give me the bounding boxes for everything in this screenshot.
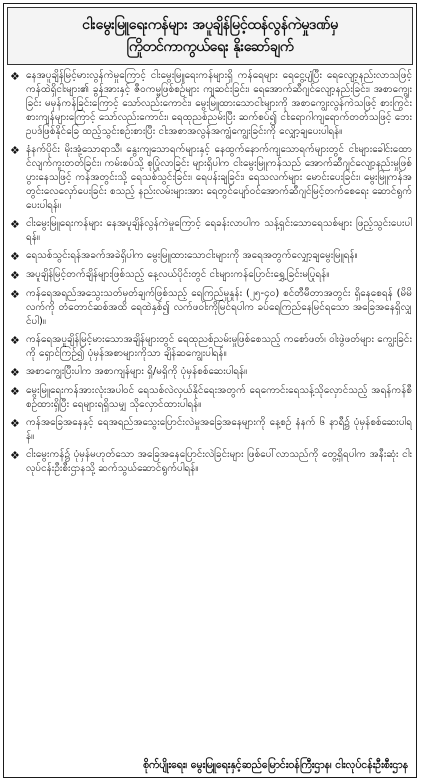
item-text: ငါးမွေးမြူရေးကန်များ နေအပူချိန်လွန်ကဲမှုကြောင့် ရေခန်းလာပါက သန့်ရှင်းသောရေသစ်များ ဖြည့်သွင်းပေးပါရန်။ [26, 218, 412, 243]
diamond-bullet-icon: ❖ [10, 144, 20, 157]
diamond-bullet-icon: ❖ [10, 70, 20, 83]
item-text: ကန်အခြေအနေနှင့် ရေအရည်အသွေးပြောင်းလဲမှုအခြေအနေများကို နေ့စဉ် နံနက် ၆ နာရီ၌ ပုံမှန်စစ်ဆေးပါရန်။ [26, 417, 412, 442]
list-item [10, 249, 412, 264]
diamond-bullet-icon: ❖ [10, 218, 20, 231]
list-item [10, 143, 412, 213]
item-text: ရေသစ်သွင်းရန်အခက်အခဲရှိပါက မွေးမြူထားသောငါးများကို အရေအတွက်လျှော့ချမွေးမြူရန်။ [26, 250, 358, 261]
header-title-line-1: ငါးမွေးမြူရေးကန်များ အပူချိန်မြင့်ထန်လွန်ကဲမှုဒဏ်မှ [82, 17, 338, 33]
diamond-bullet-icon: ❖ [10, 334, 20, 347]
item-text: နေအပူချိန်မြင့်မားလွန်ကဲမှုကြောင့် ငါးမွေးမြူရေးကန်များရှိ ကန်ရေများ ရေငွေ့ပျံပြီး ရေလျော့နည်းလာသဖြင့် ကန်ထဲရှိငါးများ၏ ခွန်အားနှင့် ဇီဝကမ္မဖြစ်စဉ်များ ကျဆင်းခြင်း၊ ရေအောက်ဆီဂျင်လျော့နည်းခြင်း၊ အစာကျွေးခြင်း မမှန်ကန်ခြင်းကြောင့် သော်လည်းကောင်း၊ မွေးမြူထားသောငါးများကို အစာကျွေးလွန်ကဲသဖြင့် စားကြွင်းစားကျန်များကြောင့် သော်လည်းကောင်း၊ ရေထုညစ်ညမ်းပြီး ဆက်စပ်၍ ငါးရောဂါကျရောက်တတ်သဖြင့် ဘေးဥပဒ်ဖြစ်နိုင်ခြေ ထည့်သွင်းစဉ်းစားပြီး ငါးအစာအလွန်အကျွံကျွေးခြင်းကို လျှော့ချပေးပါရန်။ [26, 70, 412, 137]
notice-header [7, 7, 413, 65]
diamond-bullet-icon: ❖ [10, 366, 20, 379]
list-item [10, 333, 412, 361]
item-text: အစာကျွေးပြီးပါက အစာကျန်များ ရှိ/မရှိကို ပုံမှန်စစ်ဆေးပါရန်။ [26, 366, 248, 377]
item-text: ငါးမွေးကန်၌ ပုံမှန်မဟုတ်သော အခြေအနေပြောင်းလဲခြင်းများ ဖြစ်ပေါ်လာသည်ကို တွေ့ရှိရပါက အနီးဆုံး ငါးလုပ်ငန်းဦးစီးဌာနသို့ ဆက်သွယ်ဆောင်ရွက်ပါရန်။ [26, 449, 412, 474]
list-item [10, 217, 412, 245]
diamond-bullet-icon: ❖ [10, 288, 20, 301]
diamond-bullet-icon: ❖ [10, 417, 20, 430]
diamond-bullet-icon: ❖ [10, 250, 20, 263]
item-text: ကန်ရေအပူချိန်မြင့်မားသောအချိန်များတွင် ရေထုညစ်ညမ်းမှုဖြစ်စေသည့် ကစော်ဖတ်၊ ဝါးဖွဲဖတ်များ ကျွေးခြင်းကို ရှောင်ကြဉ်၍ ပုံမှန်အစာများကိုသာ ချိန်ဆကျွေးပါရန်။ [26, 334, 412, 359]
diamond-bullet-icon: ❖ [10, 269, 20, 282]
list-item [10, 384, 412, 412]
item-text: ကန်ရေအရည်အသွေးသတ်မှတ်ချက်ဖြစ်သည့် ရေကြည်မှုနှုန်း (၂၅-၄၀) စင်တီမီတာအတွင်း ရှိနေစေရန် (မိမိလက်ကို တံတောင်ဆစ်အထိ ရေထဲနှစ်၍ လက်ဖဝါးကိုမြင်ရပါက ခပ်ရေကြည်နေမြင်ရသော အခြေအနေရှိလျှင်ပါ)။ [26, 288, 412, 327]
item-text: မွေးမြူရေးကန်အားလုံးအပါဝင် ရေသစ်လဲလှယ်နိုင်ရေးအတွက် ရေကောင်းရေသန့်သိုလှောင်သည့် အရန်ကန်စီစဉ်ထားရှိပြီး ရေများရရှိသမျှ သိုလှောင်ထားပါရန်။ [26, 385, 412, 410]
list-item [10, 365, 412, 380]
diamond-bullet-icon: ❖ [10, 385, 20, 398]
diamond-bullet-icon: ❖ [10, 449, 20, 462]
notice-content [4, 65, 416, 476]
list-item [10, 287, 412, 329]
header-title-line-2: ကြိုတင်ကာကွယ်ရေး နိုးဆော်ချက် [126, 39, 294, 55]
notice-page [3, 3, 417, 778]
issuing-department: စိုက်ပျိုးရေး၊ မွေးမြူရေးနှင့်ဆည်မြောင်းဝန်ကြီးဌာန၊ ငါးလုပ်ငန်းဦးစီးဌာန [143, 759, 408, 771]
item-text: နံနက်ပိုင်း မိုးအုံ့သောရာသီ၊ နွေးကျသောရက်များနှင့် နေထွက်နောက်ကျသောရက်များတွင် ငါးများခေါင်းထောင်လျက်ကူးတတ်ခြင်း၊ ကမ်းစပ်သို့ စုပြုံလာခြင်း များရှိပါက ငါးမွေးမြူကန်သည် အောက်ဆီဂျင်လျော့နည်းမှုဖြစ်ပွားနေသဖြင့် ကန်အတွင်းသို့ ရေသစ်သွင်းခြင်း၊ ရေပန်းချခြင်း၊ ရေသလက်များ မောင်းပေးခြင်း၊ မွေးမြူကန်အတွင်းလေလှော်ပေးခြင်း စသည့် နည်းလမ်းများအား ရေတွင်ပျော်ဝင်အောက်ဆီဂျင်မြင့်တက်စေရေး ဆောင်ရွက်ပေးပါရန်။ [26, 144, 412, 211]
list-item [10, 448, 412, 476]
list-item [10, 268, 412, 283]
list-item [10, 416, 412, 444]
list-item [10, 69, 412, 139]
item-text: အပူချိန်မြင့်တက်ချိန်များဖြစ်သည့် နေ့လယ်ပိုင်းတွင် ငါးများကန်ပြောင်းရွှေ့ခြင်းမပြုရန်။ [26, 269, 330, 280]
